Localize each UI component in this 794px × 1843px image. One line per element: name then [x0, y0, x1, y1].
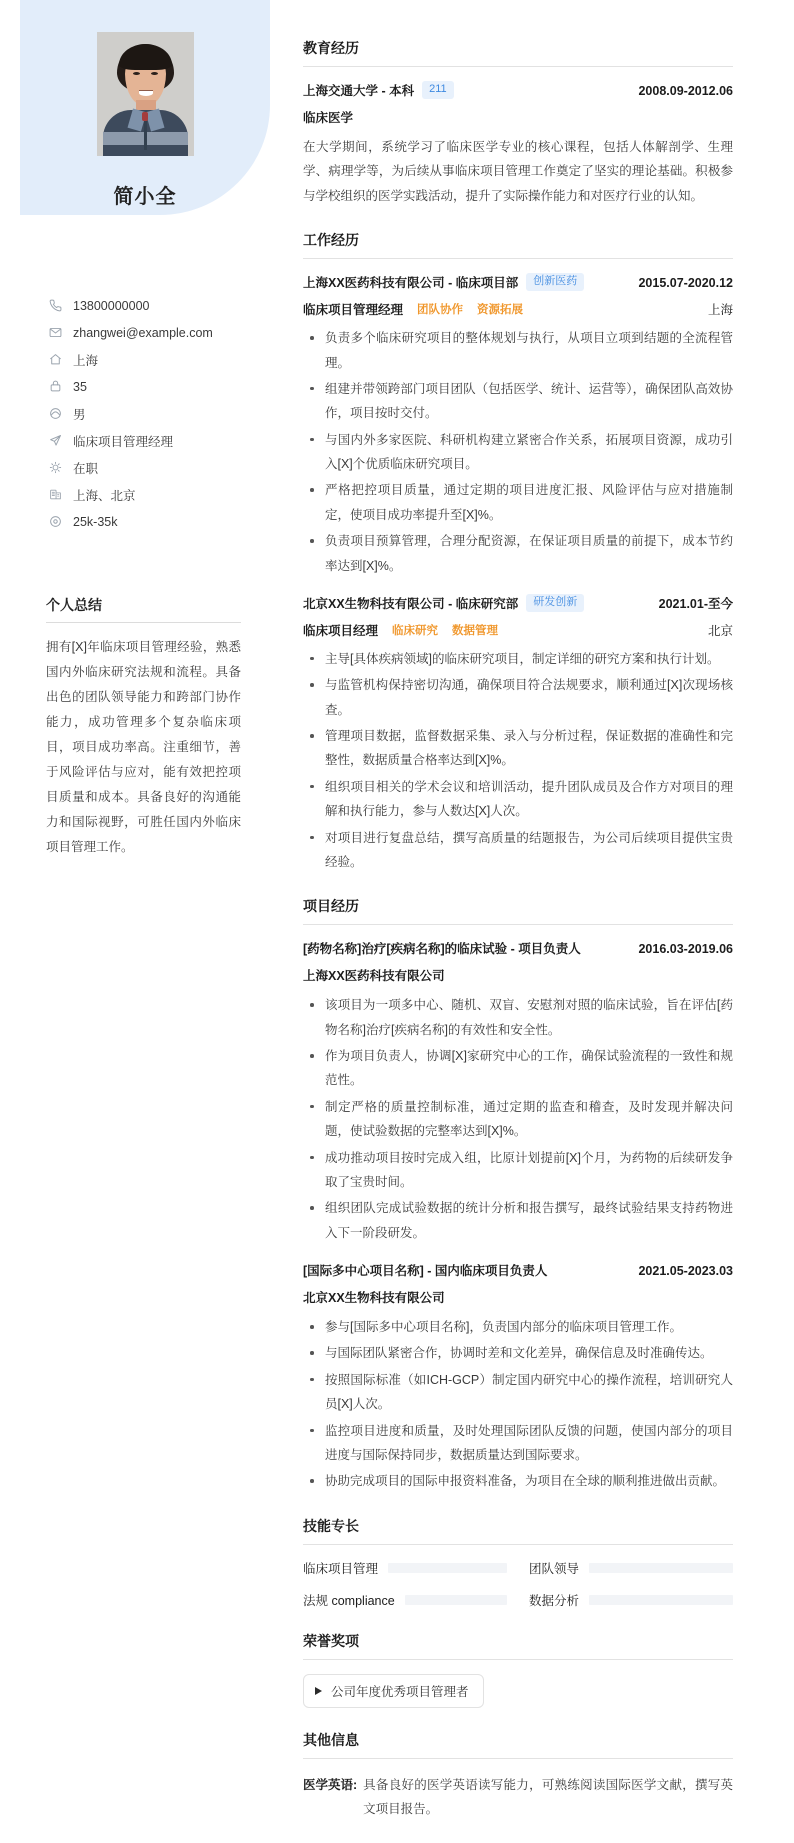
list-item: 组织团队完成试验数据的统计分析和报告撰写，最终试验结果支持药物进入下一阶段研发。	[303, 1196, 733, 1245]
position-icon	[46, 433, 64, 449]
list-item: 参与[国际多中心项目名称]，负责国内部分的临床项目管理工作。	[303, 1315, 733, 1339]
skill-row	[529, 1591, 733, 1609]
section-honors	[303, 1631, 733, 1708]
section-other-info	[303, 1730, 733, 1822]
phone-icon	[46, 298, 64, 314]
avatar	[97, 32, 194, 156]
skill-progress-track	[589, 1595, 733, 1605]
job-title: 临床项目经理	[303, 623, 379, 638]
mail-icon	[46, 325, 64, 341]
major-name: 临床医学	[303, 111, 354, 125]
section-title-projects: 项目经历	[303, 896, 733, 925]
project-company: 上海XX医药科技有限公司	[303, 969, 445, 984]
age-icon	[46, 379, 64, 395]
list-item: 成功推动项目按时完成入组，比原计划提前[X]个月，为药物的后续研发争取了宝贵时间。	[303, 1146, 733, 1195]
contact-value: 上海、北京	[73, 488, 136, 503]
skill-label: 团队领导	[529, 1561, 580, 1576]
gender-icon	[46, 406, 64, 422]
work-location: 上海	[707, 303, 733, 318]
list-item: 主导[具体疾病领域]的临床研究项目，制定详细的研究方案和执行计划。	[303, 647, 733, 671]
skill-label: 数据分析	[529, 1593, 580, 1608]
skill-label: 法规 compliance	[303, 1593, 395, 1608]
location-icon	[46, 487, 64, 503]
summary-section	[46, 595, 241, 860]
project-name: [国际多中心项目名称] - 国内临床项目负责人	[303, 1264, 548, 1278]
section-title-honors: 荣誉奖项	[303, 1631, 733, 1660]
other-info-text: 具备良好的医学英语读写能力，可熟练阅读国际医学文献，撰写英文项目报告。	[363, 1777, 733, 1816]
company-name: 上海XX医药科技有限公司 - 临床项目部	[303, 276, 519, 291]
sidebar-content	[20, 0, 270, 209]
school-tag: 211	[422, 81, 454, 99]
contact-list	[20, 292, 270, 535]
entry-subheader	[303, 621, 733, 639]
contact-value: 13800000000	[73, 298, 150, 313]
summary-title: 个人总结	[46, 595, 241, 623]
work-entry	[303, 594, 733, 874]
contact-value: 男	[73, 407, 86, 422]
contact-value: 上海	[73, 353, 99, 368]
skill-row	[529, 1559, 733, 1577]
project-date: 2021.05-2023.03	[638, 1264, 733, 1278]
section-education	[303, 38, 733, 208]
contact-item-home	[46, 346, 270, 373]
main-column	[303, 38, 733, 1843]
company-tag: 研发创新	[526, 594, 584, 612]
section-skills	[303, 1516, 733, 1609]
company-name: 北京XX生物科技有限公司 - 临床研究部	[303, 596, 519, 611]
contact-value: 在职	[73, 461, 99, 476]
contact-item-location	[46, 481, 270, 508]
entry-header	[303, 1261, 733, 1279]
work-location: 北京	[707, 623, 733, 638]
section-projects	[303, 896, 733, 1493]
list-item: 对项目进行复盘总结，撰写高质量的结题报告，为公司后续项目提供宝贵经验。	[303, 826, 733, 875]
honor-label: 公司年度优秀项目管理者	[331, 1684, 469, 1699]
contact-item-phone	[46, 292, 270, 319]
list-item: 严格把控项目质量，通过定期的项目进度汇报、风险评估与应对措施制定，使项目成功率提升至[X]%。	[303, 478, 733, 527]
contact-item-gender	[46, 400, 270, 427]
school-name: 上海交通大学 - 本科	[303, 84, 415, 98]
skill-progress-track	[388, 1563, 507, 1573]
skill-row	[303, 1559, 507, 1577]
section-work	[303, 230, 733, 874]
work-bullet-list	[303, 647, 733, 874]
entry-header	[303, 594, 733, 612]
list-item: 组建并带领跨部门项目团队（包括医学、统计、运营等），确保团队高效协作，项目按时交付。	[303, 377, 733, 426]
home-icon	[46, 352, 64, 368]
entry-header	[303, 939, 733, 957]
candidate-name: 简小全	[113, 186, 177, 208]
contact-value: 25k-35k	[73, 514, 118, 529]
list-item: 制定严格的质量控制标准，通过定期的监查和稽查，及时发现并解决问题，使试验数据的完整率达到[X]%。	[303, 1095, 733, 1144]
project-name: [药物名称]治疗[疾病名称]的临床试验 - 项目负责人	[303, 942, 581, 957]
section-title-education: 教育经历	[303, 38, 733, 67]
list-item: 作为项目负责人，协调[X]家研究中心的工作，确保试验流程的一致性和规范性。	[303, 1044, 733, 1093]
contact-item-age	[46, 373, 270, 400]
other-info-row	[303, 1773, 733, 1822]
other-info-label: 医学英语:	[303, 1777, 358, 1792]
work-bullet-list	[303, 326, 733, 578]
list-item: 监控项目进度和质量，及时处理国际团队反馈的问题，使国内部分的项目进度与国际保持同步，数据质量达到国际要求。	[303, 1419, 733, 1468]
summary-body: 拥有[X]年临床项目管理经验，熟悉国内外临床研究法规和流程。具备出色的团队领导能力和跨部门协作能力，成功管理多个复杂临床项目，项目成功率高。注重细节，善于风险评估与应对，能有效把控项目质量和成本。具备良好的沟通能力和国际视野，可胜任国内外临床项目管理工作。	[46, 640, 241, 854]
list-item: 负责项目预算管理，合理分配资源，在保证项目质量的前提下，成本节约率达到[X]%。	[303, 529, 733, 578]
education-description: 在大学期间，系统学习了临床医学专业的核心课程，包括人体解剖学、生理学、病理学等，为后续从事临床项目管理工作奠定了坚实的理论基础。积极参与学校组织的医学实践活动，提升了实际操作能力和对医疗行业的认知。	[303, 140, 733, 203]
list-item: 协助完成项目的国际申报资料准备，为项目在全球的顺利推进做出贡献。	[303, 1469, 733, 1493]
project-bullet-list	[303, 993, 733, 1245]
contact-item-email	[46, 319, 270, 346]
skill-grid	[303, 1559, 733, 1609]
skill-row	[303, 1591, 507, 1609]
skill-tag: 资源拓展	[477, 304, 524, 317]
list-item: 与国际团队紧密合作，协调时差和文化差异，确保信息及时准确传达。	[303, 1341, 733, 1365]
list-item: 按照国际标准（如ICH-GCP）制定国内研究中心的操作流程，培训研究人员[X]人次。	[303, 1368, 733, 1417]
salary-icon	[46, 514, 64, 530]
project-bullet-list	[303, 1315, 733, 1494]
skill-progress-track	[405, 1595, 507, 1605]
skill-progress-track	[589, 1563, 733, 1573]
honor-item[interactable]	[303, 1674, 484, 1708]
contact-value: 35	[73, 379, 87, 394]
project-company: 北京XX生物科技有限公司	[303, 1291, 445, 1305]
list-item: 与国内外多家医院、科研机构建立紧密合作关系，拓展项目资源，成功引入[X]个优质临床研究项目。	[303, 428, 733, 477]
skill-tag: 临床研究	[392, 624, 439, 637]
play-triangle-icon	[315, 1687, 322, 1695]
entry-header	[303, 273, 733, 291]
skill-tag: 数据管理	[452, 624, 499, 637]
section-title-skills: 技能专长	[303, 1516, 733, 1545]
list-item: 组织项目相关的学术会议和培训活动，提升团队成员及合作方对项目的理解和执行能力，参与人数达[X]人次。	[303, 775, 733, 824]
entry-subheader	[303, 300, 733, 318]
list-item: 与监管机构保持密切沟通，确保项目符合法规要求，顺利通过[X]次现场核查。	[303, 673, 733, 722]
section-title-work: 工作经历	[303, 230, 733, 259]
contact-item-position	[46, 427, 270, 454]
job-title: 临床项目管理经理	[303, 303, 404, 318]
contact-value: zhangwei@example.com	[73, 325, 213, 340]
list-item: 该项目为一项多中心、随机、双盲、安慰剂对照的临床试验，旨在评估[药物名称]治疗[疾病名称]的有效性和安全性。	[303, 993, 733, 1042]
contact-item-status	[46, 454, 270, 481]
entry-header	[303, 81, 733, 99]
contact-value: 临床项目管理经理	[73, 434, 174, 449]
section-title-other: 其他信息	[303, 1730, 733, 1759]
project-entry	[303, 939, 733, 1245]
education-entry	[303, 81, 733, 208]
work-date: 2015.07-2020.12	[638, 276, 733, 291]
company-tag: 创新医药	[526, 273, 584, 291]
education-date: 2008.09-2012.06	[638, 84, 733, 98]
list-item: 管理项目数据，监督数据采集、录入与分析过程，保证数据的准确性和完整性，数据质量合格率达到[X]%。	[303, 724, 733, 773]
project-date: 2016.03-2019.06	[638, 942, 733, 957]
work-entry	[303, 273, 733, 578]
work-date: 2021.01-至今	[658, 596, 733, 611]
contact-item-salary	[46, 508, 270, 535]
skill-label: 临床项目管理	[303, 1561, 379, 1576]
avatar-container	[20, 0, 270, 156]
status-icon	[46, 460, 64, 476]
list-item: 负责多个临床研究项目的整体规划与执行，从项目立项到结题的全流程管理。	[303, 326, 733, 375]
project-entry	[303, 1261, 733, 1494]
skill-tag: 团队协作	[417, 304, 464, 317]
